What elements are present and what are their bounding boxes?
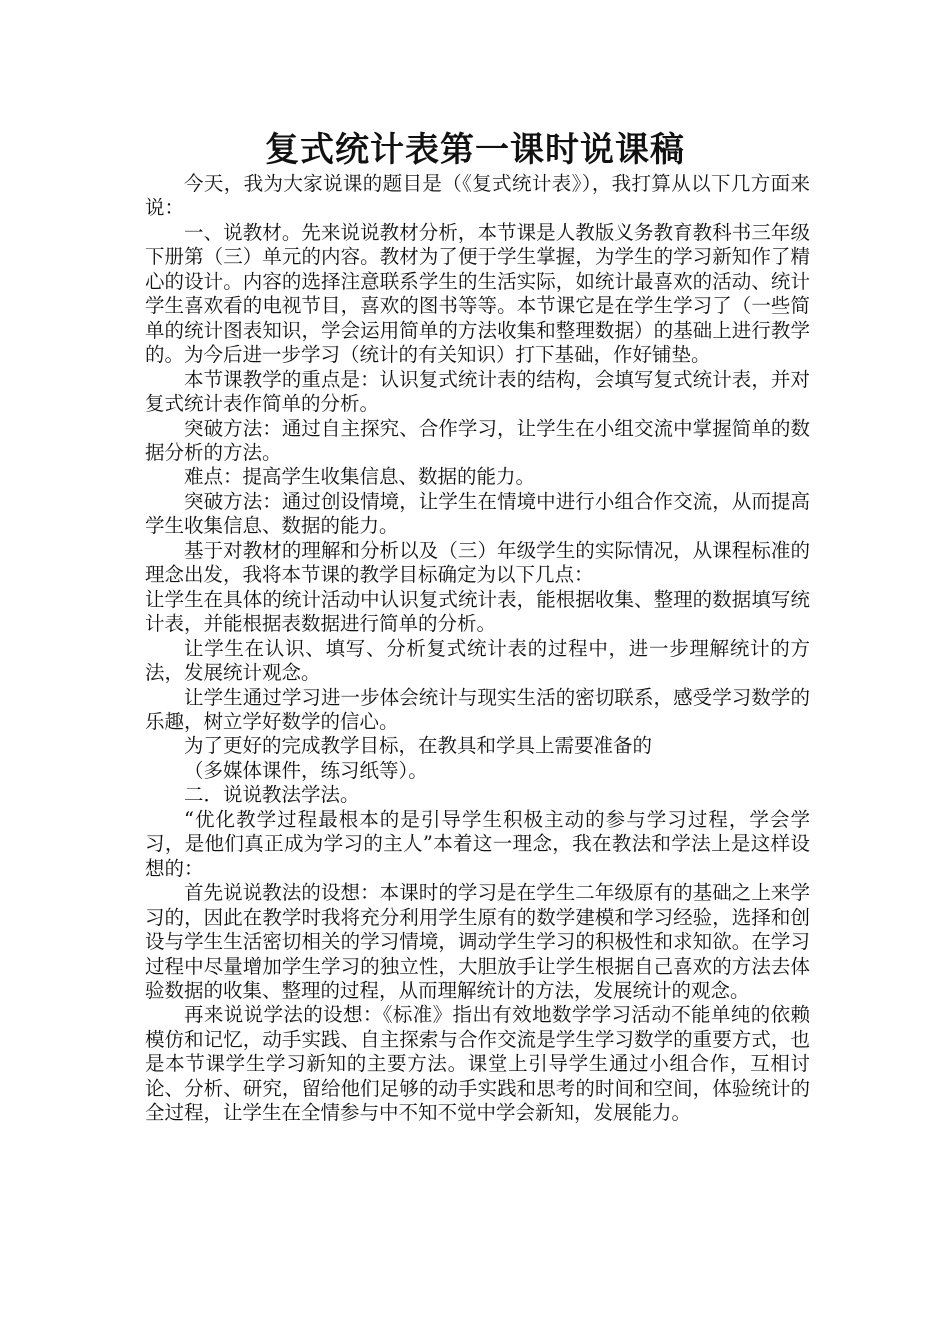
paragraph-preparation: 为了更好的完成教学目标，在教具和学具上需要准备的 <box>184 734 653 758</box>
paragraph-section-2-heading: 二．说说教法学法。 <box>184 783 360 807</box>
paragraph-learning-method: 再来说说学法的设想：《标准》指出有效地数学学习活动不能单纯的依赖模仿和记忆，动手实践、自主探索与合作交流是学生学习数学的重要方式，也是本节课学生学习新知的主要方法。课堂上引导学生通过小组合作，互相讨论、分析、研究，留给他们足够的动手实践和思考的时间和空间，体验统计的全过程，让学生在全情参与中不知不觉中学会新知，发展能力。 <box>145 1003 810 1125</box>
paragraph-objective-2: 让学生在认识、填写、分析复式统计表的过程中，进一步理解统计的方法，发展统计观念。 <box>145 636 810 685</box>
paragraph-quote: “优化教学过程最根本的是引导学生积极主动的参与学习过程，学会学习，是他们真正成为学习的主人”本着这一理念，我在教法和学法上是这样设想的： <box>145 807 810 880</box>
document-title: 复式统计表第一课时说课稿 <box>265 130 685 170</box>
paragraph-difficulty: 难点：提高学生收集信息、数据的能力。 <box>184 465 536 489</box>
paragraph-objective-3: 让学生通过学习进一步体会统计与现实生活的密切联系，感受学习数学的乐趣，树立学好数学的信心。 <box>145 685 810 733</box>
paragraph-objective-1: 让学生在具体的统计活动中认识复式统计表，能根据收集、整理的数据填写统计表，并能根据表数据进行简单的分析。 <box>145 587 810 636</box>
paragraph-teaching-method: 首先说说教法的设想：本课时的学习是在学生二年级原有的基础之上来学习的，因此在教学时我将充分利用学生原有的数学建模和学习经验，选择和创设与学生生活密切相关的学习情境，调动学生学习的积极性和求知欲。在学习过程中尽量增加学生学习的独立性，大胆放手让学生根据自己喜欢的方法去体验数据的收集、整理的过程，从而理解统计的方法，发展统计的观念。 <box>145 881 810 1002</box>
paragraph-breakthrough-2: 突破方法：通过创设情境，让学生在情境中进行小组合作交流，从而提高学生收集信息、数据的能力。 <box>145 489 810 538</box>
paragraph-key-points: 本节课教学的重点是：认识复式统计表的结构，会填写复式统计表，并对复式统计表作简单的分析。 <box>145 367 810 416</box>
paragraph-intro: 今天，我为大家说课的题目是（《复式统计表》），我打算从以下几方面来说： <box>145 172 810 220</box>
paragraph-textbook-analysis: 一、说教材。先来说说教材分析，本节课是人教版义务教育教科书三年级下册第（三）单元的内容。教材为了便于学生掌握，为学生的学习新知作了精心的设计。内容的选择注意联系学生的生活实际，如统计最喜欢的活动、统计学生喜欢看的电视节目，喜欢的图书等等。本节课它是在学生学习了（一些简单的统计图表知识，学会运用简单的方法收集和整理数据）的基础上进行教学的。为今后进一步学习（统计的有关知识）打下基础，作好铺垫。 <box>145 220 810 367</box>
paragraph-objectives-intro: 基于对教材的理解和分析以及（三）年级学生的实际情况，从课程标准的理念出发，我将本节课的教学目标确定为以下几点： <box>145 538 810 587</box>
paragraph-materials: （多媒体课件，练习纸等）。 <box>184 758 428 782</box>
document-body <box>145 172 810 1126</box>
paragraph-breakthrough-1: 突破方法：通过自主探究、合作学习，让学生在小组交流中掌握简单的数据分析的方法。 <box>145 416 810 464</box>
